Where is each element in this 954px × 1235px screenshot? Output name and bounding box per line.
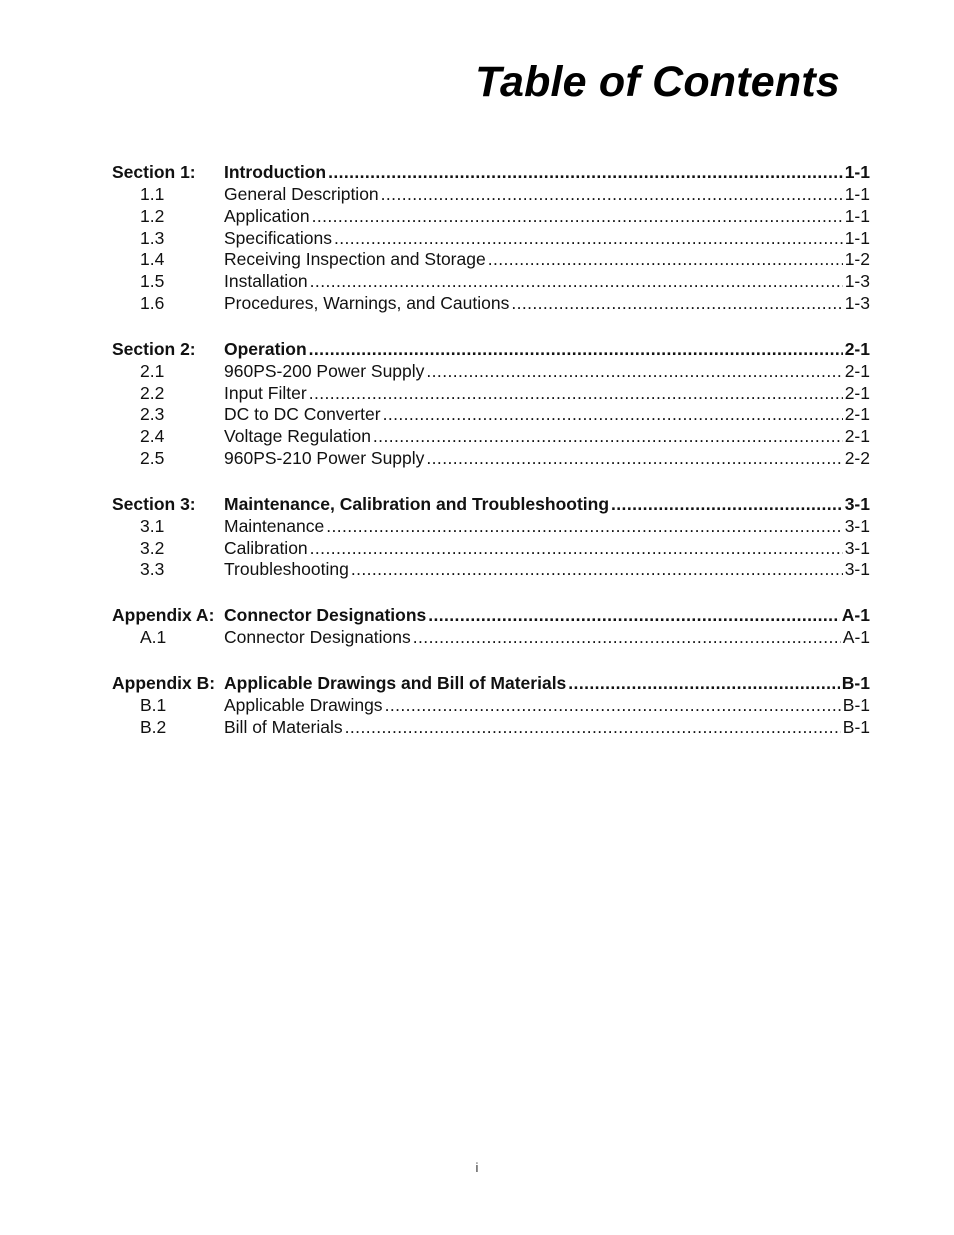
- toc-section-label: Section 2:: [112, 338, 196, 359]
- toc-section-heading[interactable]: [112, 337, 870, 361]
- toc-entry[interactable]: [112, 383, 870, 405]
- toc-section-group: [112, 492, 870, 581]
- toc-entry-page: 3-1: [844, 559, 870, 580]
- toc-dot-leader: [334, 228, 843, 250]
- toc-entry-title: Voltage Regulation: [224, 426, 371, 447]
- toc-dot-leader: [426, 448, 842, 470]
- toc-dot-leader: [385, 695, 841, 717]
- toc-dot-leader: [310, 271, 843, 293]
- toc-entry[interactable]: [112, 516, 870, 538]
- toc-entry-number: 2.3: [140, 404, 165, 425]
- toc-section-group: [112, 603, 870, 649]
- toc-entry-page: 1-1: [844, 184, 870, 204]
- toc-entry-page: 3-1: [844, 515, 870, 536]
- toc-entry-title: Installation: [224, 271, 308, 292]
- toc-entry-number: 2.2: [140, 382, 165, 403]
- toc-entry-title: Input Filter: [224, 382, 307, 403]
- toc-dot-leader: [309, 337, 843, 361]
- toc-entry[interactable]: [112, 559, 870, 581]
- table-of-contents: [112, 160, 870, 761]
- toc-section-heading[interactable]: [112, 603, 870, 627]
- toc-dot-leader: [345, 717, 841, 739]
- toc-entry[interactable]: [112, 293, 870, 315]
- toc-entry-number: 1.4: [140, 249, 165, 270]
- toc-dot-leader: [381, 184, 843, 206]
- toc-entry-number: B.2: [140, 716, 167, 737]
- toc-entry[interactable]: [112, 206, 870, 228]
- toc-entry-page: 1-3: [844, 292, 870, 313]
- toc-section-title: Maintenance, Calibration and Troubleshooting: [224, 493, 610, 514]
- toc-entry-number: 3.3: [140, 559, 165, 580]
- toc-dot-leader: [426, 361, 842, 383]
- toc-dot-leader: [383, 404, 843, 426]
- toc-entry-number: 1.2: [140, 205, 165, 226]
- toc-dot-leader: [413, 627, 841, 649]
- toc-entry-title: Procedures, Warnings, and Cautions: [224, 292, 510, 313]
- toc-section-page: 2-1: [844, 338, 870, 359]
- toc-entry[interactable]: [112, 184, 870, 206]
- toc-entry-page: 1-1: [844, 205, 870, 226]
- toc-entry-title: DC to DC Converter: [224, 404, 381, 425]
- toc-section-page: B-1: [841, 672, 870, 693]
- toc-entry-title: 960PS-200 Power Supply: [224, 360, 425, 381]
- toc-entry-page: B-1: [842, 694, 870, 715]
- toc-entry[interactable]: [112, 361, 870, 383]
- toc-entry-number: 1.1: [140, 184, 165, 204]
- toc-dot-leader: [568, 671, 840, 695]
- toc-entry-number: 2.5: [140, 447, 165, 468]
- toc-entry-page: 2-1: [844, 404, 870, 425]
- toc-dot-leader: [328, 160, 843, 184]
- toc-entry-number: B.1: [140, 694, 167, 715]
- toc-entry[interactable]: [112, 249, 870, 271]
- toc-entry[interactable]: [112, 228, 870, 250]
- toc-dot-leader: [312, 206, 843, 228]
- toc-dot-leader: [309, 383, 843, 405]
- toc-section-heading[interactable]: [112, 160, 870, 184]
- toc-entry-page: 1-1: [844, 227, 870, 248]
- toc-entry-page: 2-1: [844, 360, 870, 381]
- toc-entry[interactable]: [112, 717, 870, 739]
- toc-section-title: Operation: [224, 338, 307, 359]
- toc-entry-title: Calibration: [224, 537, 308, 558]
- toc-dot-leader: [611, 492, 843, 516]
- toc-entry[interactable]: [112, 426, 870, 448]
- toc-entry-number: 1.5: [140, 271, 165, 292]
- toc-section-label: Appendix B:: [112, 672, 216, 693]
- toc-entry[interactable]: [112, 448, 870, 470]
- toc-entry-page: 1-3: [844, 271, 870, 292]
- toc-entry-page: B-1: [842, 716, 870, 737]
- toc-entry-number: 2.4: [140, 426, 165, 447]
- toc-entry-title: Connector Designations: [224, 627, 411, 648]
- toc-entry-number: 3.2: [140, 537, 165, 558]
- toc-section-title: Introduction: [224, 162, 327, 182]
- toc-section-page: 1-1: [844, 162, 870, 182]
- page-number: i: [475, 1160, 479, 1175]
- toc-section-page: A-1: [841, 605, 870, 626]
- toc-entry[interactable]: [112, 404, 870, 426]
- toc-section-group: [112, 337, 870, 470]
- toc-dot-leader: [326, 516, 842, 538]
- toc-section-group: [112, 671, 870, 739]
- toc-section-group: [112, 160, 870, 315]
- toc-dot-leader: [488, 249, 843, 271]
- toc-entry-page: 3-1: [844, 537, 870, 558]
- toc-entry-page: 1-2: [844, 249, 870, 270]
- toc-section-title: Applicable Drawings and Bill of Materials: [224, 672, 567, 693]
- toc-entry-number: 2.1: [140, 360, 165, 381]
- toc-dot-leader: [310, 538, 843, 560]
- toc-entry-title: Bill of Materials: [224, 716, 343, 737]
- toc-entry-title: General Description: [224, 184, 379, 204]
- toc-entry-title: Troubleshooting: [224, 559, 349, 580]
- toc-section-heading[interactable]: [112, 492, 870, 516]
- toc-entry[interactable]: [112, 627, 870, 649]
- toc-section-heading[interactable]: [112, 671, 870, 695]
- toc-entry-number: 1.6: [140, 292, 165, 313]
- toc-dot-leader: [373, 426, 843, 448]
- toc-entry-number: 1.3: [140, 227, 165, 248]
- toc-entry-number: A.1: [140, 627, 167, 648]
- toc-entry-title: Receiving Inspection and Storage: [224, 249, 486, 270]
- toc-section-title: Connector Designations: [224, 605, 427, 626]
- toc-entry[interactable]: [112, 271, 870, 293]
- toc-entry[interactable]: [112, 538, 870, 560]
- toc-section-page: 3-1: [844, 493, 870, 514]
- toc-dot-leader: [511, 293, 842, 315]
- toc-section-label: Section 1:: [112, 162, 196, 182]
- toc-entry-title: Maintenance: [224, 515, 325, 536]
- toc-entry-title: Applicable Drawings: [224, 694, 383, 715]
- toc-entry-page: 2-2: [844, 447, 870, 468]
- toc-entry[interactable]: [112, 695, 870, 717]
- toc-entry-title: 960PS-210 Power Supply: [224, 447, 425, 468]
- toc-section-label: Section 3:: [112, 493, 196, 514]
- toc-entry-title: Application: [224, 205, 310, 226]
- toc-section-label: Appendix A:: [112, 605, 215, 626]
- page-title: Table of Contents: [475, 58, 840, 106]
- toc-entry-number: 3.1: [140, 515, 165, 536]
- toc-dot-leader: [428, 603, 840, 627]
- toc-entry-page: 2-1: [844, 382, 870, 403]
- toc-dot-leader: [351, 559, 843, 581]
- toc-entry-page: A-1: [842, 627, 870, 648]
- toc-entry-title: Specifications: [224, 227, 332, 248]
- toc-entry-page: 2-1: [844, 426, 870, 447]
